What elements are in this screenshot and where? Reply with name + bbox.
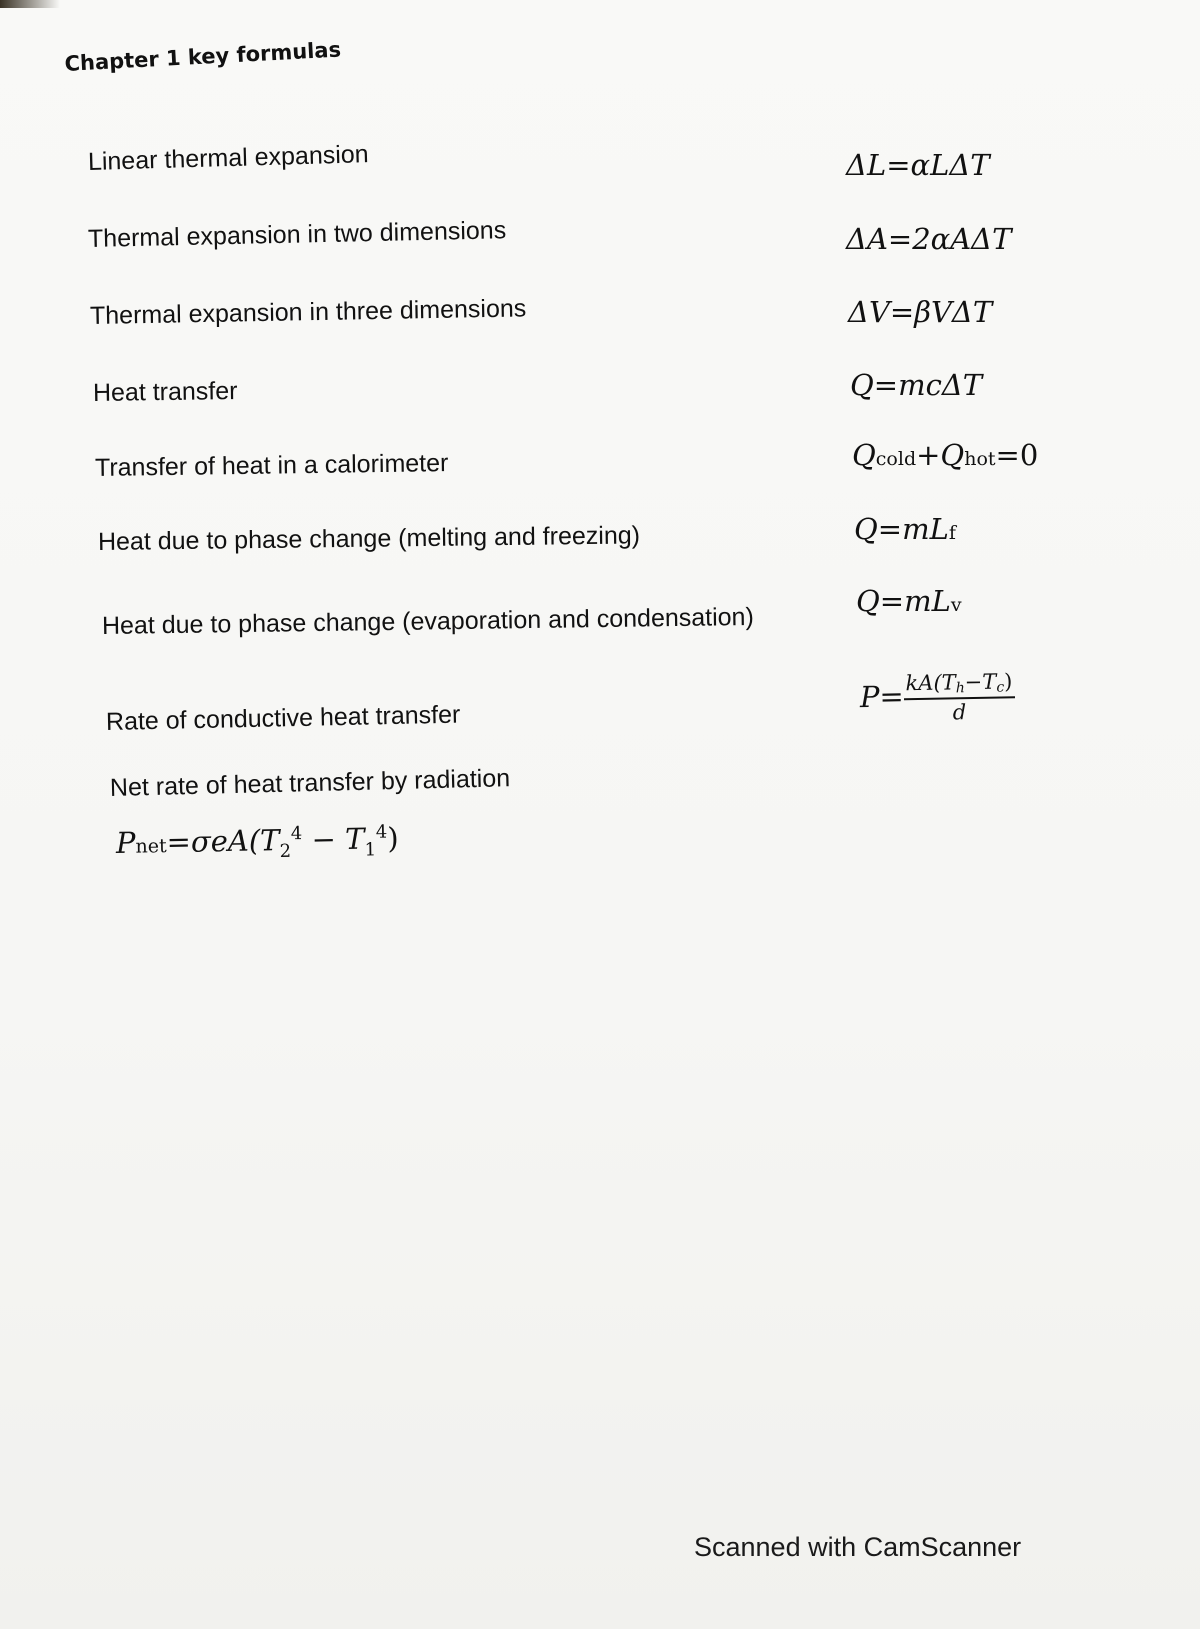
label-heat-transfer: Heat transfer xyxy=(92,376,238,407)
formula-volume-expansion: ΔV=βVΔT xyxy=(848,295,993,329)
conduction-fraction xyxy=(903,669,1015,725)
formula-heat-transfer: Q=mcΔT xyxy=(850,368,983,402)
fraction-denominator: d xyxy=(952,700,967,725)
label-linear-expansion: Linear thermal expansion xyxy=(87,140,370,176)
label-conduction: Rate of conductive heat transfer xyxy=(105,700,461,736)
label-melting-freezing: Heat due to phase change (melting and freezing) xyxy=(97,521,641,556)
label-area-expansion: Thermal expansion in two dimensions xyxy=(87,216,507,253)
page-title: Chapter 1 key formulas xyxy=(64,37,342,76)
label-volume-expansion: Thermal expansion in three dimensions xyxy=(89,294,527,330)
label-radiation: Net rate of heat transfer by radiation xyxy=(109,764,511,802)
formula-linear-expansion: ΔL=αLΔT xyxy=(846,148,990,182)
formula-melting: Q=mLf xyxy=(854,512,956,546)
formula-radiation: $Pnet=\sigma eA(T_2^4 - T_1^4)$ xyxy=(115,821,399,862)
formula-conduction: P= $\frac{kA(Th-Tc)}{d}$ xyxy=(860,669,1016,726)
page-corner-shadow xyxy=(0,0,60,8)
scanner-watermark: Scanned with CamScanner xyxy=(694,1532,1022,1562)
formula-area-expansion: ΔA=2αAΔT xyxy=(846,222,1012,256)
formula-calorimeter: Qcold+Qhot=0 xyxy=(852,438,1039,472)
formula-evaporation: Q=mLv xyxy=(856,584,962,618)
fraction-numerator: kA(Th−Tc) xyxy=(903,669,1014,700)
label-evaporation-condensation: Heat due to phase change (evaporation and condensation) xyxy=(101,602,754,640)
label-calorimeter: Transfer of heat in a calorimeter xyxy=(94,449,449,482)
